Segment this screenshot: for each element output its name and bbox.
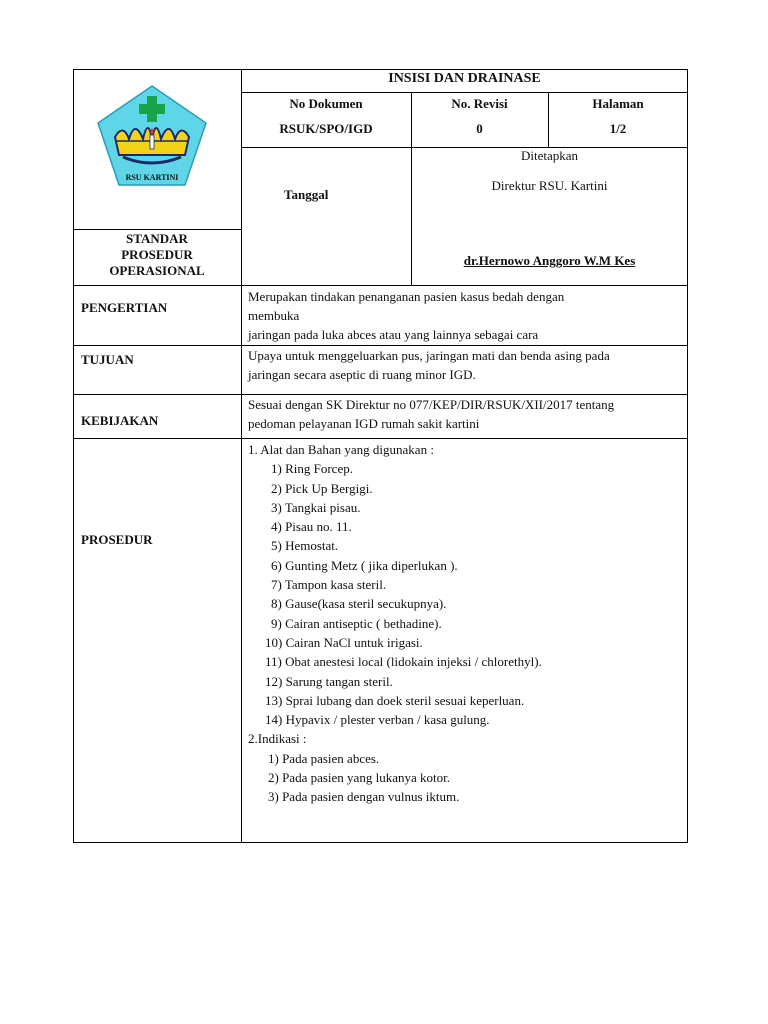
list-item: 13) Sprai lubang dan doek steril sesuai keperluan.: [265, 692, 525, 708]
table-rule: [241, 92, 688, 93]
document-title: INSISI DAN DRAINASE: [388, 71, 541, 86]
no-revisi-label: No. Revisi: [451, 96, 508, 111]
pengertian-text: Merupakan tindakan penanganan pasien kasus bedah dengan membuka jaringan pada luka abces atau yang lainnya sebagai cara: [248, 289, 565, 342]
hospital-logo: [93, 83, 211, 193]
prosedur-list: [248, 440, 542, 807]
list-item: 3) Tangkai pisau.: [271, 499, 361, 515]
spo-line-3: OPERASIONAL: [109, 263, 205, 278]
list-item: 1) Ring Forcep.: [271, 461, 353, 477]
list-item: 2) Pick Up Bergigi.: [271, 480, 373, 496]
list-item: 1) Pada pasien abces.: [268, 750, 380, 766]
kebijakan-label: KEBIJAKAN: [81, 413, 159, 428]
list-item: 9) Cairan antiseptic ( bethadine).: [271, 615, 442, 631]
table-border-top: [73, 69, 688, 70]
spo-line-2: PROSEDUR: [121, 247, 193, 262]
table-rule: [73, 285, 688, 286]
tujuan-text: Upaya untuk menggeluarkan pus, jaringan mati dan benda asing pada jaringan secara aseptic di ruang minor IGD.: [248, 348, 610, 382]
list-item: 6) Gunting Metz ( jika diperlukan ).: [271, 557, 458, 573]
tanggal-label: Tanggal: [284, 187, 329, 202]
list-item: 4) Pisau no. 11.: [271, 519, 352, 535]
spo-line-1: STANDAR: [126, 231, 188, 246]
halaman-label: Halaman: [592, 96, 644, 111]
indikasi-heading: 2.Indikasi :: [248, 731, 307, 747]
pengertian-label: PENGERTIAN: [81, 300, 168, 315]
alat-heading: 1. Alat dan Bahan yang digunakan :: [248, 442, 434, 457]
list-item: 11) Obat anestesi local (lidokain injeksi / chlorethyl).: [265, 654, 542, 670]
logo-text: RSU KARTINI: [125, 173, 179, 182]
direktur-label: Direktur RSU. Kartini: [491, 178, 608, 193]
sop-document: [73, 69, 688, 843]
signatory-name: dr.Hernowo Anggoro W.M Kes: [463, 253, 636, 268]
list-item: 2) Pada pasien yang lukanya kotor.: [268, 770, 450, 786]
table-rule: [73, 438, 688, 439]
halaman-value: 1/2: [609, 121, 627, 136]
list-item: 14) Hypavix / plester verban / kasa gulung.: [265, 712, 490, 728]
list-item: 8) Gause(kasa steril secukupnya).: [271, 596, 447, 612]
list-item: 5) Hemostat.: [271, 538, 339, 554]
list-item: 3) Pada pasien dengan vulnus iktum.: [268, 789, 460, 805]
list-item: 10) Cairan NaCl untuk irigasi.: [265, 634, 423, 650]
list-item: 12) Sarung tangan steril.: [265, 673, 393, 689]
ditetapkan-label: Ditetapkan: [520, 148, 579, 163]
table-border-left: [73, 69, 74, 843]
table-rule: [241, 69, 242, 843]
no-revisi-value: 0: [476, 121, 483, 136]
tujuan-label: TUJUAN: [81, 352, 134, 367]
no-dokumen-value: RSUK/SPO/IGD: [279, 121, 373, 136]
list-item: 7) Tampon kasa steril.: [271, 577, 387, 593]
no-dokumen-label: No Dokumen: [289, 96, 363, 111]
prosedur-label: PROSEDUR: [81, 532, 153, 547]
kebijakan-text: Sesuai dengan SK Direktur no 077/KEP/DIR/RSUK/XII/2017 tentang pedoman pelayanan IGD rumah sakit kartini: [248, 397, 615, 431]
table-border-bottom: [73, 842, 688, 843]
table-rule: [73, 229, 241, 230]
